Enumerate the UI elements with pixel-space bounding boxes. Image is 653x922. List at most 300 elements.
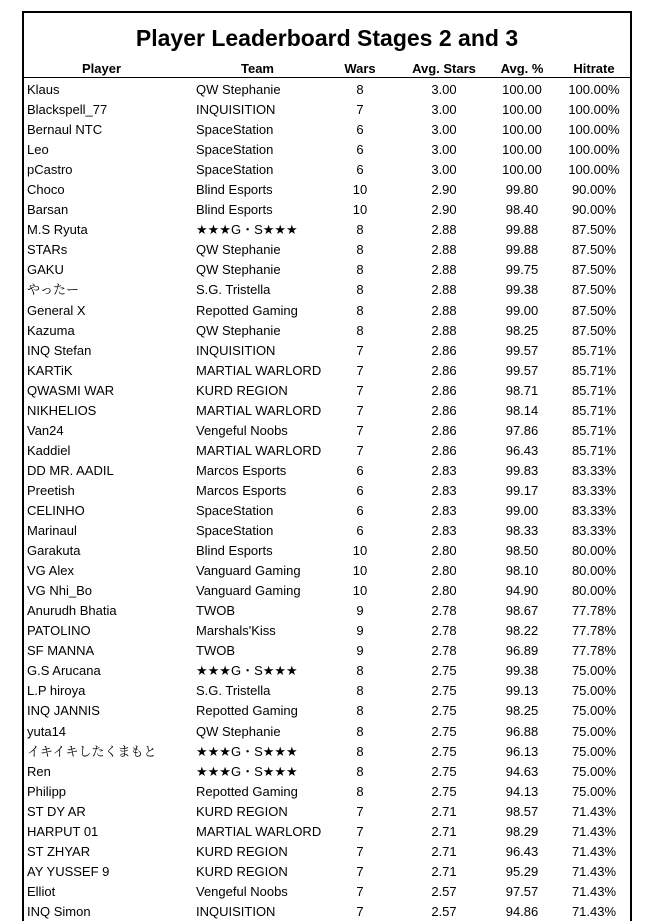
avg-stars-cell: 3.00	[431, 122, 457, 138]
avg-stars-cell: 2.88	[431, 282, 457, 298]
team-cell: Blind Esports	[196, 202, 273, 218]
avg-stars-cell: 2.71	[431, 803, 457, 819]
team-cell: INQUISITION	[196, 903, 276, 919]
player-cell: Choco	[27, 182, 65, 198]
table-row	[24, 200, 630, 220]
avg-stars-cell: 2.83	[431, 502, 457, 518]
hitrate-cell: 75.00%	[571, 663, 617, 679]
avg-percent-cell: 98.29	[505, 823, 539, 839]
team-cell: S.G. Tristella	[196, 683, 271, 699]
wars-cell: 9	[356, 623, 364, 639]
avg-percent-cell: 98.40	[505, 202, 539, 218]
table-row	[24, 882, 630, 902]
page-title: Player Leaderboard Stages 2 and 3	[135, 25, 519, 51]
team-cell: Blind Esports	[196, 543, 273, 559]
team-cell: ★★★G・S★★★	[196, 743, 298, 759]
wars-cell: 8	[356, 723, 364, 739]
team-cell: TWOB	[196, 643, 235, 659]
table-row	[24, 441, 630, 461]
team-cell: Blind Esports	[196, 182, 273, 198]
team-cell: Repotted Gaming	[196, 302, 298, 318]
table-row	[24, 681, 630, 701]
hitrate-cell: 75.00%	[571, 723, 617, 739]
wars-cell: 8	[356, 302, 364, 318]
table-row	[24, 381, 630, 401]
wars-cell: 7	[356, 442, 364, 458]
player-cell: INQ JANNIS	[27, 703, 100, 719]
header-wars: Wars	[344, 61, 376, 76]
avg-stars-cell: 2.83	[431, 462, 457, 478]
header-hitrate: Hitrate	[573, 61, 615, 76]
player-cell: INQ Simon	[27, 903, 91, 919]
hitrate-cell: 75.00%	[571, 743, 617, 759]
avg-percent-cell: 95.29	[505, 863, 539, 879]
table-row	[24, 160, 630, 180]
wars-cell: 7	[356, 362, 364, 378]
table-row	[24, 601, 630, 621]
avg-percent-cell: 99.88	[505, 242, 539, 258]
avg-stars-cell: 2.86	[431, 362, 457, 378]
avg-percent-cell: 100.00	[502, 82, 542, 97]
hitrate-cell: 75.00%	[571, 783, 617, 799]
hitrate-cell: 71.43%	[571, 803, 617, 819]
team-cell: MARTIAL WARLORD	[196, 442, 322, 458]
avg-stars-cell: 2.57	[431, 883, 457, 899]
hitrate-cell: 90.00%	[571, 182, 617, 198]
table-row	[24, 782, 630, 802]
wars-cell: 8	[356, 683, 364, 699]
team-cell: MARTIAL WARLORD	[196, 823, 322, 839]
team-cell: TWOB	[196, 603, 235, 619]
hitrate-cell: 83.33%	[571, 502, 617, 518]
table-body	[24, 80, 630, 922]
player-cell: VG Nhi_Bo	[27, 583, 93, 599]
table-row	[24, 581, 630, 601]
table-row	[24, 321, 630, 341]
table-row	[24, 120, 630, 140]
team-cell: Repotted Gaming	[196, 703, 298, 719]
wars-cell: 8	[356, 743, 364, 759]
table-row	[24, 661, 630, 681]
table-row	[24, 742, 630, 762]
avg-percent-cell: 99.17	[505, 482, 539, 498]
avg-percent-cell: 99.00	[505, 302, 539, 318]
avg-stars-cell: 2.78	[431, 623, 457, 639]
avg-stars-cell: 2.78	[431, 643, 457, 659]
table-row	[24, 280, 630, 300]
hitrate-cell: 85.71%	[571, 422, 617, 438]
avg-stars-cell: 2.75	[431, 783, 457, 799]
player-cell: やったー	[27, 282, 80, 298]
header-player: Player	[82, 61, 122, 76]
hitrate-cell: 87.50%	[571, 242, 617, 258]
hitrate-cell: 87.50%	[571, 322, 617, 338]
player-cell: yuta14	[27, 723, 67, 739]
avg-percent-cell: 99.57	[505, 342, 539, 358]
avg-stars-cell: 2.75	[431, 763, 457, 779]
team-cell: KURD REGION	[196, 382, 288, 398]
hitrate-cell: 87.50%	[571, 222, 617, 238]
wars-cell: 6	[356, 462, 364, 478]
avg-stars-cell: 2.83	[431, 523, 457, 539]
team-cell: QW Stephanie	[196, 242, 281, 258]
wars-cell: 7	[356, 903, 364, 919]
wars-cell: 10	[352, 563, 368, 579]
avg-percent-cell: 96.89	[505, 643, 539, 659]
wars-cell: 9	[356, 643, 364, 659]
avg-stars-cell: 2.71	[431, 863, 457, 879]
table-row	[24, 902, 630, 922]
hitrate-cell: 100.00%	[568, 142, 620, 158]
player-cell: Ren	[27, 763, 51, 779]
team-cell: MARTIAL WARLORD	[196, 362, 322, 378]
avg-percent-cell: 96.43	[505, 843, 539, 859]
avg-stars-cell: 2.71	[431, 843, 457, 859]
hitrate-cell: 100.00%	[568, 102, 620, 118]
team-cell: ★★★G・S★★★	[196, 663, 298, 679]
wars-cell: 8	[356, 282, 364, 298]
hitrate-cell: 90.00%	[571, 202, 617, 218]
player-cell: L.P hiroya	[27, 683, 86, 699]
avg-percent-cell: 96.43	[505, 442, 539, 458]
avg-stars-cell: 2.57	[431, 903, 457, 919]
hitrate-cell: 75.00%	[571, 763, 617, 779]
table-row	[24, 180, 630, 200]
team-cell: Marshals'Kiss	[196, 623, 276, 639]
hitrate-cell: 83.33%	[571, 523, 617, 539]
avg-stars-cell: 2.86	[431, 342, 457, 358]
player-cell: Marinaul	[27, 523, 77, 539]
table-row	[24, 501, 630, 521]
player-cell: Bernaul NTC	[27, 122, 103, 138]
team-cell: QW Stephanie	[196, 723, 281, 739]
avg-percent-cell: 96.88	[505, 723, 539, 739]
hitrate-cell: 83.33%	[571, 462, 617, 478]
table-row	[24, 401, 630, 421]
wars-cell: 10	[352, 583, 368, 599]
avg-percent-cell: 99.38	[505, 663, 539, 679]
avg-percent-cell: 98.71	[505, 382, 539, 398]
avg-percent-cell: 94.13	[505, 783, 539, 799]
player-cell: STARs	[27, 242, 68, 258]
table-row	[24, 80, 630, 100]
player-cell: Klaus	[27, 82, 60, 97]
hitrate-cell: 71.43%	[571, 863, 617, 879]
hitrate-cell: 83.33%	[571, 482, 617, 498]
hitrate-cell: 87.50%	[571, 262, 617, 278]
avg-percent-cell: 99.75	[505, 262, 539, 278]
team-cell: SpaceStation	[196, 523, 274, 539]
player-cell: Preetish	[27, 482, 75, 498]
avg-stars-cell: 2.75	[431, 683, 457, 699]
hitrate-cell: 77.78%	[571, 643, 617, 659]
player-cell: Barsan	[27, 202, 69, 218]
hitrate-cell: 77.78%	[571, 603, 617, 619]
avg-percent-cell: 98.22	[505, 623, 539, 639]
player-cell: NIKHELIOS	[27, 402, 97, 418]
team-cell: Vengeful Noobs	[196, 883, 288, 899]
team-cell: ★★★G・S★★★	[196, 763, 298, 779]
team-cell: INQUISITION	[196, 102, 276, 118]
avg-stars-cell: 2.75	[431, 723, 457, 739]
table-row	[24, 802, 630, 822]
team-cell: KURD REGION	[196, 843, 288, 859]
avg-percent-cell: 98.25	[505, 703, 539, 719]
hitrate-cell: 80.00%	[571, 563, 617, 579]
avg-stars-cell: 2.80	[431, 583, 457, 599]
avg-stars-cell: 2.88	[431, 262, 457, 278]
table-row	[24, 461, 630, 481]
team-cell: KURD REGION	[196, 803, 288, 819]
avg-percent-cell: 96.13	[505, 743, 539, 759]
wars-cell: 7	[356, 883, 364, 899]
player-cell: ST ZHYAR	[27, 843, 91, 859]
avg-stars-cell: 2.80	[431, 563, 457, 579]
player-cell: VG Alex	[27, 563, 74, 579]
wars-cell: 8	[356, 663, 364, 679]
avg-stars-cell: 2.86	[431, 382, 457, 398]
wars-cell: 8	[356, 322, 364, 338]
wars-cell: 7	[356, 402, 364, 418]
avg-stars-cell: 2.90	[431, 182, 457, 198]
avg-stars-cell: 2.86	[431, 402, 457, 418]
avg-stars-cell: 3.00	[431, 162, 457, 178]
table-row	[24, 481, 630, 501]
player-cell: Philipp	[27, 783, 67, 799]
player-cell: General X	[27, 302, 86, 318]
hitrate-cell: 71.43%	[571, 843, 617, 859]
wars-cell: 9	[356, 603, 364, 619]
table-row	[24, 100, 630, 120]
avg-percent-cell: 98.25	[505, 322, 539, 338]
avg-percent-cell: 98.57	[505, 803, 539, 819]
table-row	[24, 341, 630, 361]
hitrate-cell: 100.00%	[568, 82, 620, 97]
wars-cell: 7	[356, 342, 364, 358]
wars-cell: 7	[356, 803, 364, 819]
table-row	[24, 762, 630, 782]
player-cell: INQ Stefan	[27, 342, 92, 358]
player-cell: HARPUT 01	[27, 823, 99, 839]
hitrate-cell: 71.43%	[571, 883, 617, 899]
table-row	[24, 421, 630, 441]
player-cell: イキイキしたくまもと	[27, 743, 157, 759]
avg-percent-cell: 94.63	[505, 763, 539, 779]
player-cell: Blackspell_77	[27, 102, 108, 118]
header-divider	[24, 77, 630, 78]
hitrate-cell: 71.43%	[571, 823, 617, 839]
team-cell: Repotted Gaming	[196, 783, 298, 799]
wars-cell: 8	[356, 82, 364, 97]
team-cell: QW Stephanie	[196, 82, 281, 97]
table-row	[24, 701, 630, 721]
avg-stars-cell: 2.75	[431, 703, 457, 719]
wars-cell: 7	[356, 823, 364, 839]
avg-percent-cell: 100.00	[502, 102, 542, 118]
player-cell: PATOLINO	[27, 623, 91, 639]
team-cell: SpaceStation	[196, 122, 274, 138]
avg-percent-cell: 97.57	[505, 883, 539, 899]
wars-cell: 6	[356, 523, 364, 539]
team-cell: SpaceStation	[196, 142, 274, 158]
team-cell: QW Stephanie	[196, 322, 281, 338]
hitrate-cell: 100.00%	[568, 162, 620, 178]
hitrate-cell: 85.71%	[571, 402, 617, 418]
avg-stars-cell: 2.88	[431, 322, 457, 338]
avg-stars-cell: 2.83	[431, 482, 457, 498]
wars-cell: 8	[356, 783, 364, 799]
player-cell: ST DY AR	[27, 803, 86, 819]
wars-cell: 7	[356, 843, 364, 859]
avg-stars-cell: 3.00	[431, 82, 457, 97]
wars-cell: 6	[356, 502, 364, 518]
table-row	[24, 621, 630, 641]
avg-percent-cell: 98.10	[505, 563, 539, 579]
player-cell: Van24	[27, 422, 64, 438]
team-cell: SpaceStation	[196, 502, 274, 518]
table-row	[24, 521, 630, 541]
player-cell: Kaddiel	[27, 442, 71, 458]
header-avg-percent: Avg. %	[500, 61, 544, 76]
table-row	[24, 862, 630, 882]
wars-cell: 6	[356, 162, 364, 178]
wars-cell: 8	[356, 763, 364, 779]
table-row	[24, 240, 630, 260]
table-row	[24, 822, 630, 842]
wars-cell: 6	[356, 482, 364, 498]
avg-percent-cell: 94.90	[505, 583, 539, 599]
avg-percent-cell: 98.14	[505, 402, 539, 418]
avg-stars-cell: 2.80	[431, 543, 457, 559]
avg-percent-cell: 99.83	[505, 462, 539, 478]
team-cell: Marcos Esports	[196, 462, 287, 478]
hitrate-cell: 85.71%	[571, 442, 617, 458]
avg-stars-cell: 2.86	[431, 442, 457, 458]
avg-stars-cell: 2.78	[431, 603, 457, 619]
player-cell: Leo	[27, 142, 49, 158]
player-cell: M.S Ryuta	[27, 222, 88, 238]
avg-percent-cell: 98.50	[505, 543, 539, 559]
hitrate-cell: 100.00%	[568, 122, 620, 138]
avg-percent-cell: 97.86	[505, 422, 539, 438]
avg-stars-cell: 2.75	[431, 743, 457, 759]
player-cell: AY YUSSEF 9	[27, 863, 110, 879]
wars-cell: 8	[356, 222, 364, 238]
wars-cell: 7	[356, 382, 364, 398]
wars-cell: 8	[356, 703, 364, 719]
avg-percent-cell: 99.13	[505, 683, 539, 699]
team-cell: MARTIAL WARLORD	[196, 402, 322, 418]
player-cell: CELINHO	[27, 502, 85, 518]
wars-cell: 8	[356, 242, 364, 258]
avg-percent-cell: 99.38	[505, 282, 539, 298]
hitrate-cell: 80.00%	[571, 583, 617, 599]
hitrate-cell: 75.00%	[571, 683, 617, 699]
hitrate-cell: 87.50%	[571, 282, 617, 298]
wars-cell: 7	[356, 102, 364, 118]
team-cell: QW Stephanie	[196, 262, 281, 278]
avg-stars-cell: 2.88	[431, 242, 457, 258]
hitrate-cell: 80.00%	[571, 543, 617, 559]
avg-stars-cell: 2.86	[431, 422, 457, 438]
leaderboard-sheet	[22, 11, 632, 921]
hitrate-cell: 85.71%	[571, 382, 617, 398]
team-cell: INQUISITION	[196, 342, 276, 358]
table-row	[24, 561, 630, 581]
avg-percent-cell: 98.67	[505, 603, 539, 619]
player-cell: GAKU	[27, 262, 64, 278]
avg-percent-cell: 98.33	[505, 523, 539, 539]
avg-percent-cell: 100.00	[502, 142, 542, 158]
team-cell: Marcos Esports	[196, 482, 287, 498]
table-row	[24, 140, 630, 160]
avg-percent-cell: 99.80	[505, 182, 539, 198]
header-avg-stars: Avg. Stars	[412, 61, 476, 76]
avg-percent-cell: 99.00	[505, 502, 539, 518]
wars-cell: 7	[356, 422, 364, 438]
table-row	[24, 260, 630, 280]
player-cell: SF MANNA	[27, 643, 95, 659]
header-team: Team	[241, 61, 274, 76]
avg-stars-cell: 2.88	[431, 222, 457, 238]
team-cell: Vanguard Gaming	[196, 563, 301, 579]
avg-stars-cell: 2.88	[431, 302, 457, 318]
hitrate-cell: 87.50%	[571, 302, 617, 318]
avg-stars-cell: 2.71	[431, 823, 457, 839]
table-row	[24, 541, 630, 561]
team-cell: SpaceStation	[196, 162, 274, 178]
wars-cell: 6	[356, 122, 364, 138]
team-cell: Vengeful Noobs	[196, 422, 288, 438]
table-row	[24, 722, 630, 742]
avg-percent-cell: 100.00	[502, 162, 542, 178]
team-cell: KURD REGION	[196, 863, 288, 879]
table-row	[24, 641, 630, 661]
player-cell: DD MR. AADIL	[27, 462, 114, 478]
avg-stars-cell: 2.75	[431, 663, 457, 679]
avg-percent-cell: 100.00	[502, 122, 542, 138]
table-row	[24, 220, 630, 240]
table-row	[24, 361, 630, 381]
wars-cell: 10	[352, 543, 368, 559]
avg-percent-cell: 99.88	[505, 222, 539, 238]
hitrate-cell: 71.43%	[571, 903, 617, 919]
avg-percent-cell: 94.86	[505, 903, 539, 919]
player-cell: KARTiK	[27, 362, 73, 378]
player-cell: Anurudh Bhatia	[27, 603, 117, 619]
player-cell: Garakuta	[27, 543, 81, 559]
avg-stars-cell: 2.90	[431, 202, 457, 218]
hitrate-cell: 77.78%	[571, 623, 617, 639]
player-cell: G.S Arucana	[27, 663, 101, 679]
wars-cell: 8	[356, 262, 364, 278]
hitrate-cell: 85.71%	[571, 342, 617, 358]
table-row	[24, 301, 630, 321]
player-cell: Elliot	[27, 883, 56, 899]
wars-cell: 10	[352, 202, 368, 218]
table-row	[24, 842, 630, 862]
team-cell: ★★★G・S★★★	[196, 222, 298, 238]
table-header	[24, 60, 630, 78]
player-cell: Kazuma	[27, 322, 75, 338]
avg-percent-cell: 99.57	[505, 362, 539, 378]
team-cell: S.G. Tristella	[196, 282, 271, 298]
wars-cell: 7	[356, 863, 364, 879]
hitrate-cell: 85.71%	[571, 362, 617, 378]
player-cell: pCastro	[27, 162, 73, 178]
avg-stars-cell: 3.00	[431, 102, 457, 118]
player-cell: QWASMI WAR	[27, 382, 115, 398]
